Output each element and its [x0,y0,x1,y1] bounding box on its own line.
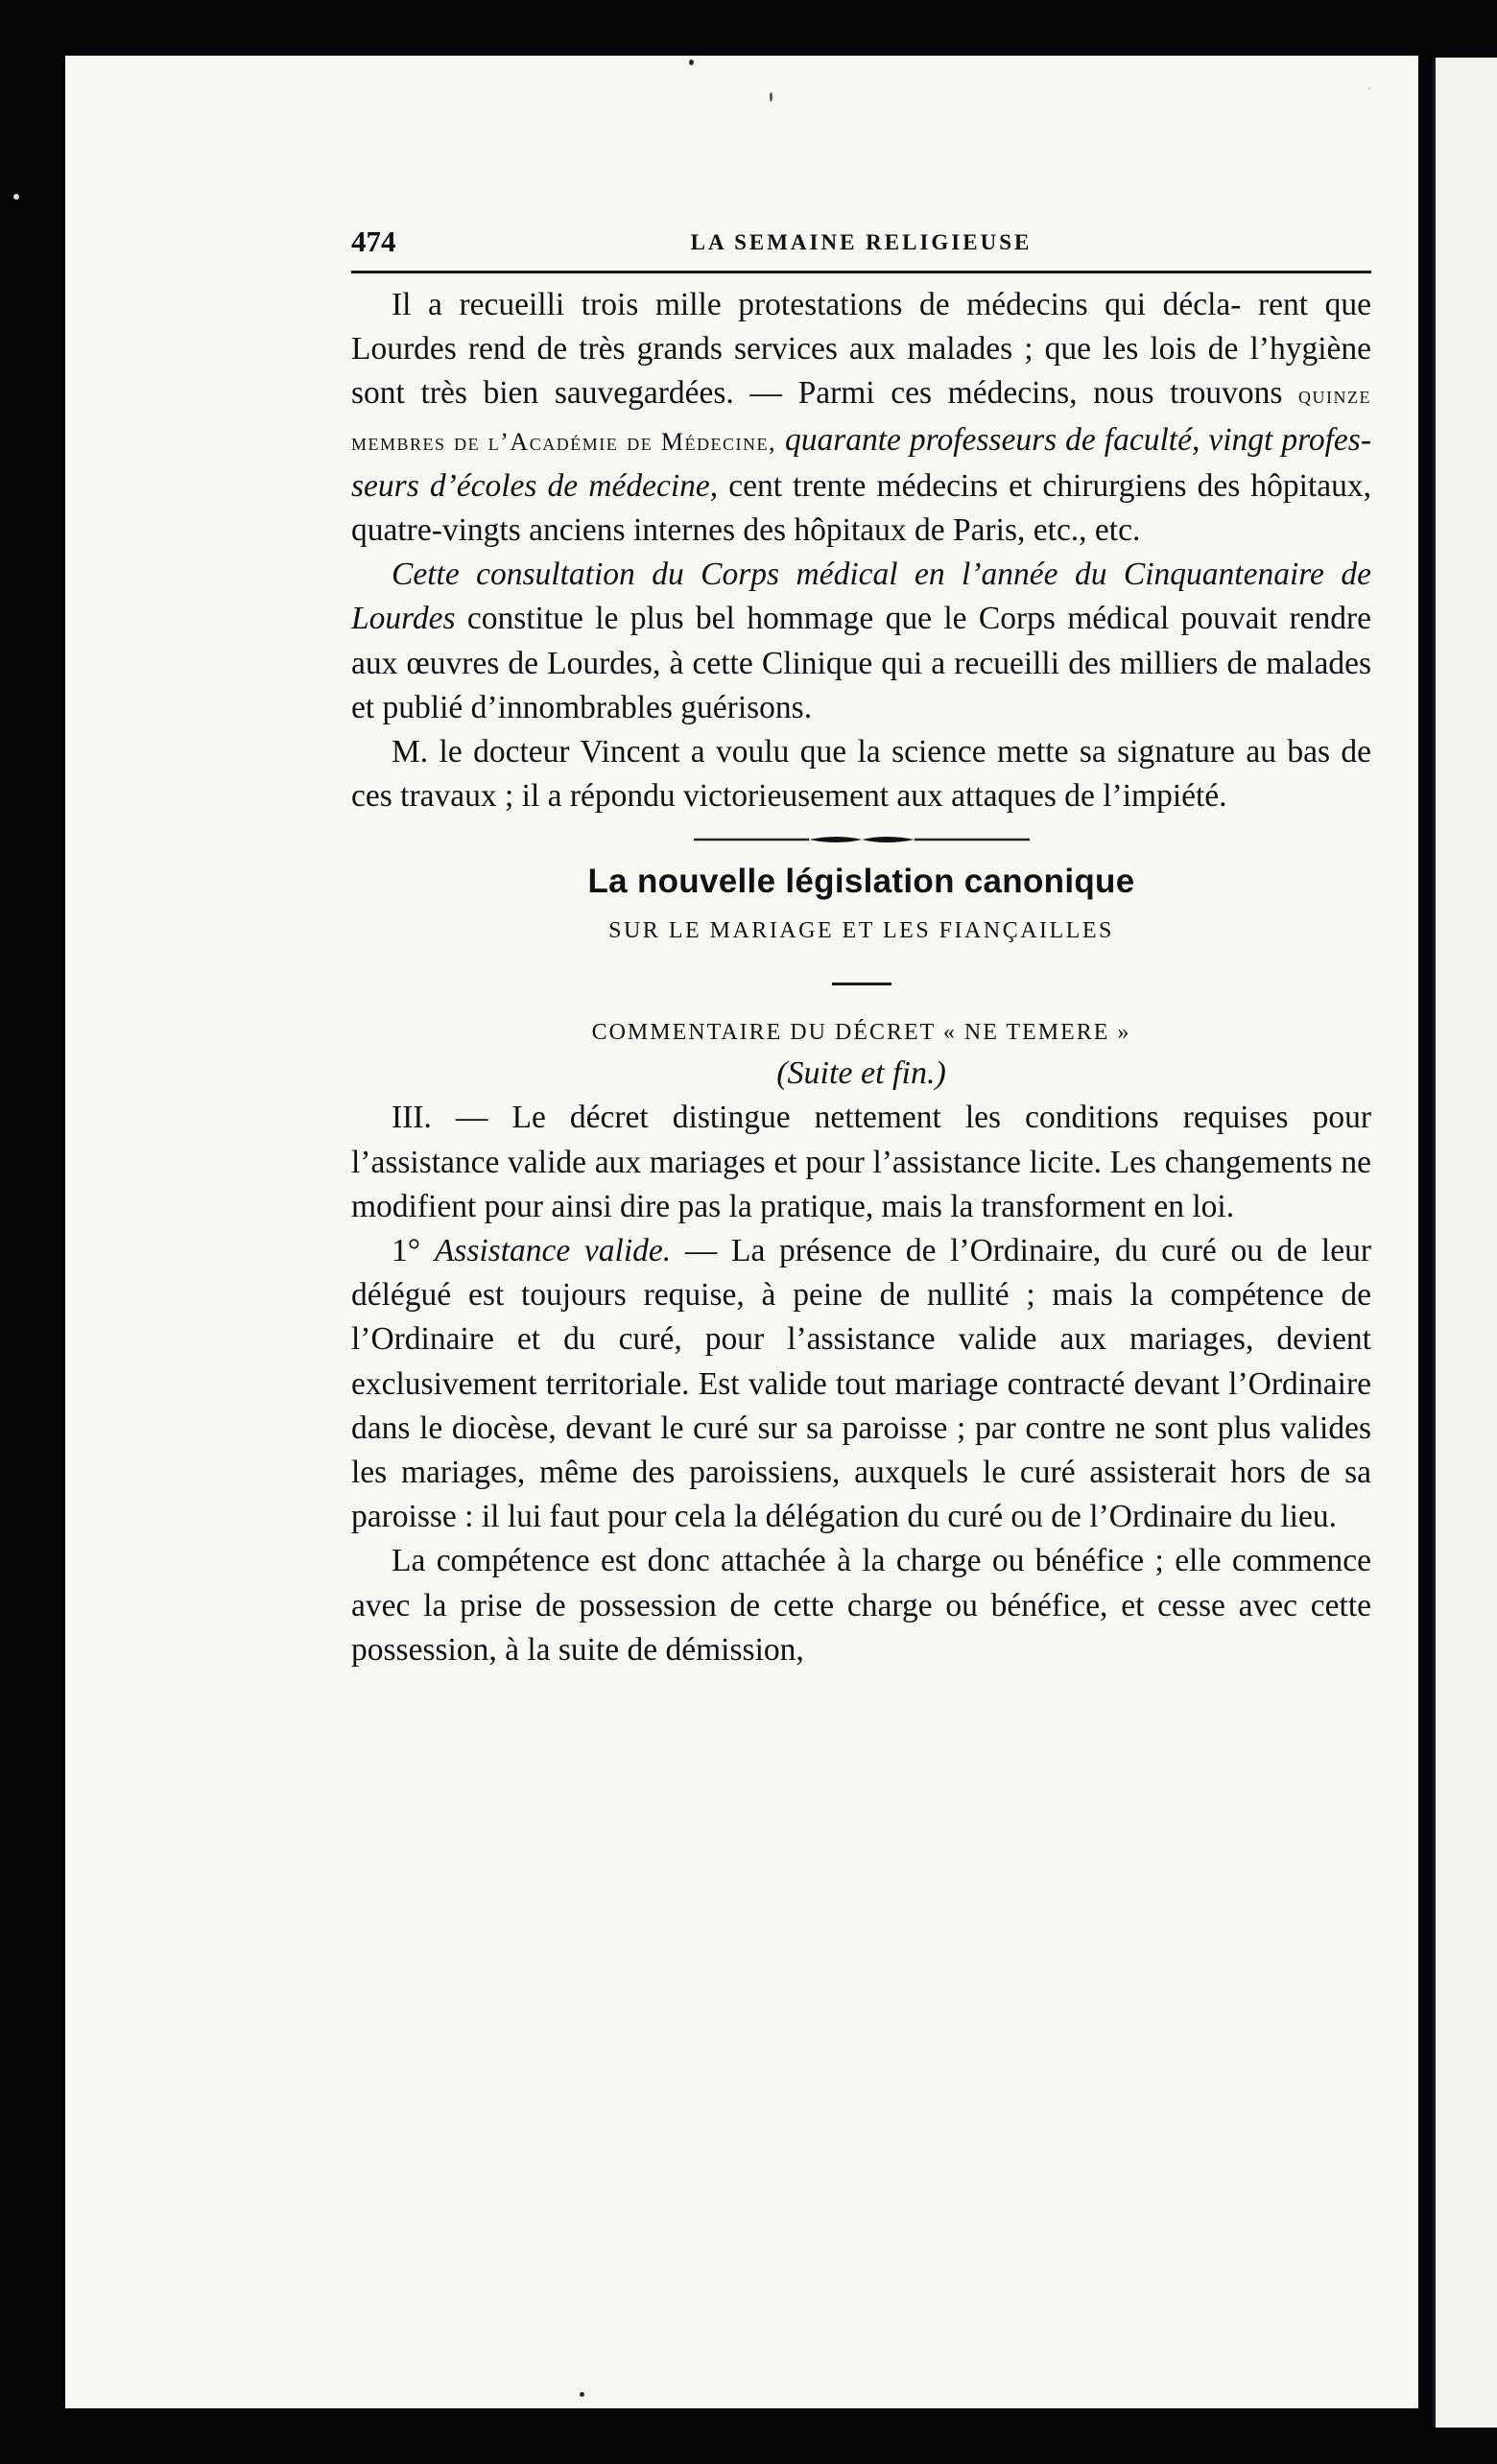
ornament-divider [694,830,1030,849]
adjacent-page-edge [1433,58,1497,2428]
section-legislation [351,1096,1371,1672]
small-caps-academie: quinze membres de l’Académie [351,381,1372,456]
paragraph-assistance-valide: 1° Assistance valide. — La présence de l’Ordinaire, du curé ou de leur délégué est toujours requise, à peine de nullité ; mais la compétence de l’Ordinaire et du curé, pour l’assistance valide aux mariages, devient exclusivement territoriale. Est valide tout mariage contracté devant l’Ordinaire dans le diocèse, devant le curé sur sa paroisse ; par contre ne sont plus valides les mariages, même des paroissiens, auxquels le curé assisterait hors de sa paroisse : il lui faut pour cela la délégation du curé ou de l’Ordinaire du lieu. [351,1233,1371,1535]
commentary-heading: COMMENTAIRE DU DÉCRET « NE TEMERE » [591,1020,1131,1046]
book-page [65,56,1418,2408]
dust-speck [13,194,19,200]
paragraph-consultation: Cette consultation du Corps médical en l’année du Cinquantenaire de Lourdes constitue le plus bel hommage que le Corps médical pouvait rendre aux œuvres de Lourdes, à cette Clinique qui a recueilli des milliers de malades et publié d’innombrables guérisons. [351,557,1371,725]
ornament-rule-icon [694,830,1030,849]
paragraph-docteur-vincent: M. le docteur Vincent a voulu que la science mette sa signature au bas de ces travaux ; il a répondu victorieusement aux attaques de l’impiété. [351,734,1371,815]
page-content [351,219,1371,1672]
paragraph-decret: III. — Le décret distingue nettement les conditions requises pour l’assistance valide aux mariages et pour l’assistance licite. Les changements ne modifient pour ainsi dire pas la pratique, mais la transforment en loi. [351,1100,1371,1224]
page-number: 474 [351,225,396,258]
article-title: La nouvelle législation canonique [587,863,1135,901]
continuation-note: (Suite et fin.) [776,1055,946,1092]
running-head [351,219,1371,273]
dust-speck [1367,86,1371,90]
paragraph-competence: La compétence est donc attachée à la charge ou bénéfice ; elle commence avec la prise de possession de cette charge ou bénéfice, et cesse avec cette possession, à la suite de démission, [351,1543,1371,1668]
section-lourdes [351,283,1371,818]
small-caps-medecine: de Médecine, [627,427,776,456]
journal-title: LA SEMAINE RELIGIEUSE [690,230,1033,254]
article-subtitle: SUR LE MARIAGE ET LES FIANÇAILLES [608,918,1114,944]
dust-speck [770,92,772,102]
paragraph-protestations: Il a recueilli trois mille protestations de médecins qui décla- rent que Lourdes rend de très grands services aux malades ; que les lois de l’hygiène sont très bien sauvegardées. — Parmi ces médecins, nous trouvons quinze membres de l’Académie de Médecine, quarante professeurs de faculté, vingt profes- seurs d’écoles de médecine, cent trente médecins et chirurgiens des hôpitaux, quatre-vingts anciens internes des hôpitaux de Paris, etc., etc. [351,287,1372,549]
dust-speck [689,59,694,65]
dust-speck [580,2392,584,2397]
short-rule-divider [832,983,891,985]
